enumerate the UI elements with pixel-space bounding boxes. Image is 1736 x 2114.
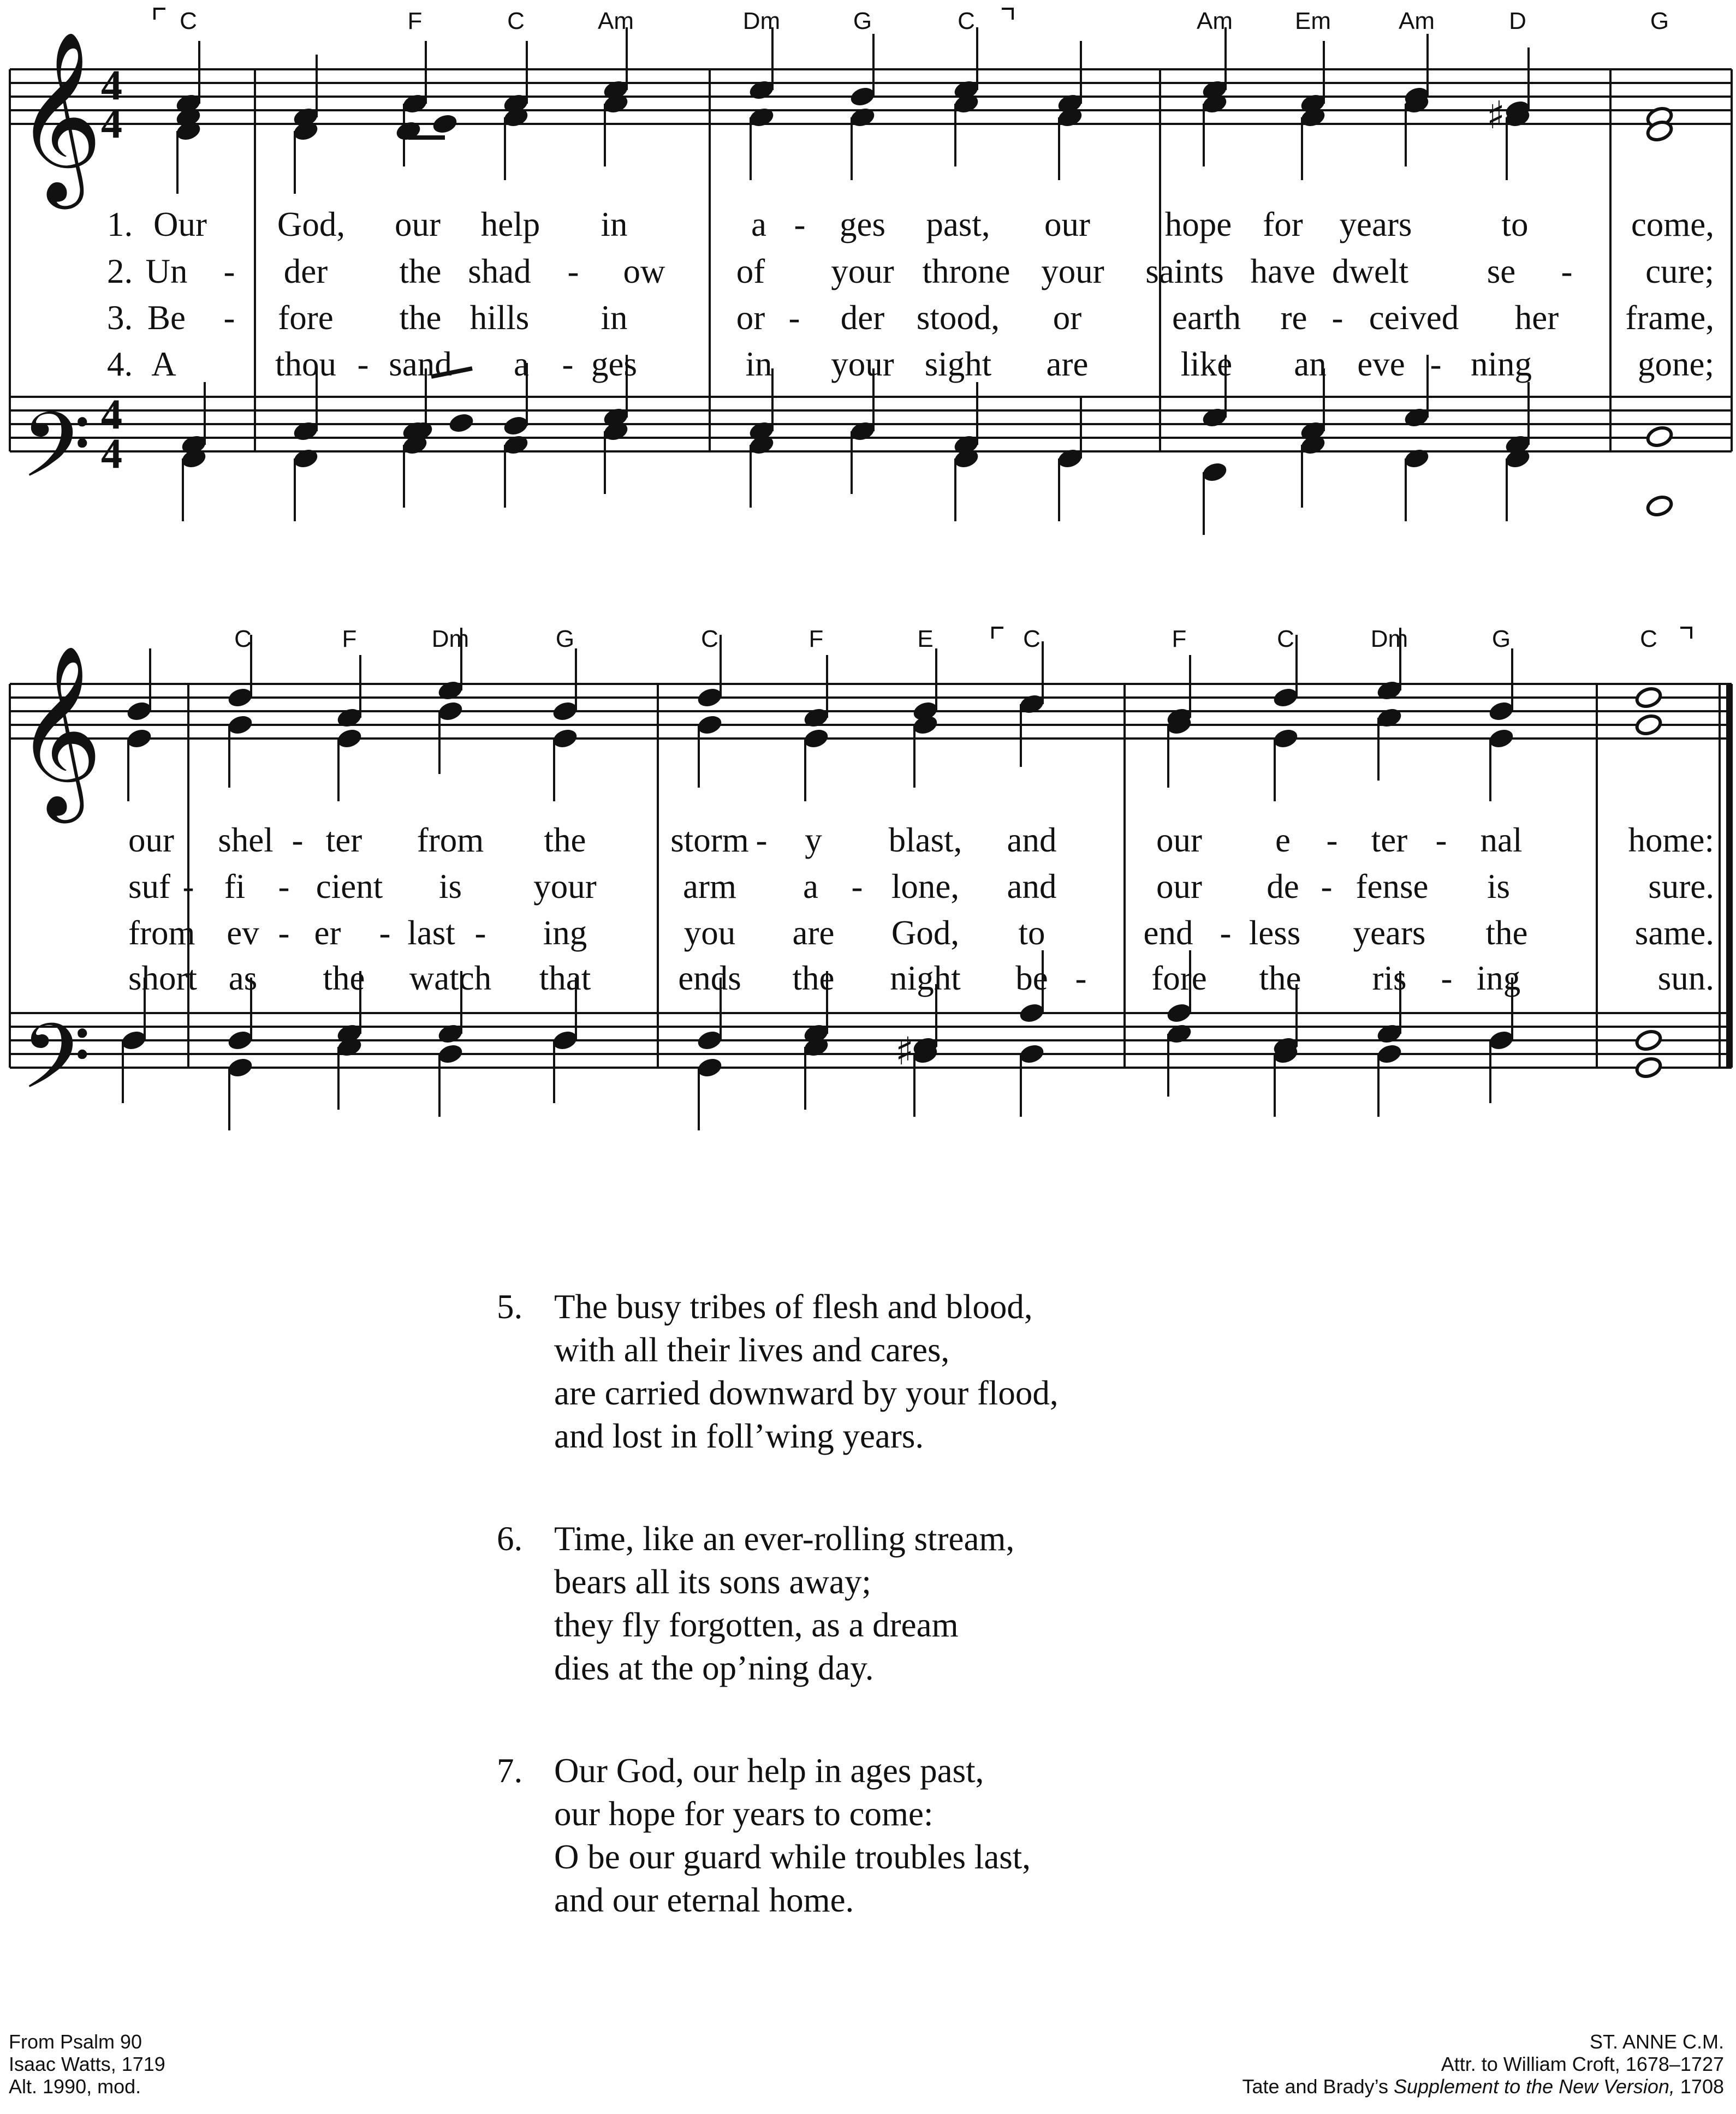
lyric-syllable: help — [480, 205, 540, 243]
lyric-syllable: the — [1485, 914, 1528, 952]
lyric-syllable: and — [1007, 867, 1057, 906]
lyric-syllable: less — [1249, 914, 1301, 952]
lyric-syllable: sure. — [1648, 867, 1714, 906]
chord-symbol: Dm — [431, 626, 469, 652]
lyrics — [107, 205, 1714, 997]
lyric-syllable: past, — [926, 205, 990, 243]
lyric-syllable: from — [417, 821, 484, 859]
lyric-syllable: ends — [678, 959, 741, 997]
notehead — [1645, 425, 1674, 448]
tune-source — [1242, 2075, 1724, 2098]
chord-symbol: C — [1277, 626, 1294, 652]
lyric-syllable: your — [831, 345, 894, 383]
credit-line: From Psalm 90 — [9, 2030, 142, 2053]
lyric-syllable: our — [1044, 205, 1090, 243]
lyric-syllable: have — [1250, 252, 1316, 290]
lyric-syllable: watch — [409, 959, 492, 997]
lyric-syllable: short — [128, 959, 197, 997]
lyric-syllable: A — [151, 345, 176, 383]
lyric-syllable: - — [1331, 299, 1343, 337]
lyric-syllable: the — [792, 959, 835, 997]
lyric-syllable: your — [1041, 252, 1104, 290]
lyric-syllable: a — [751, 205, 766, 243]
lyric-syllable: - — [474, 914, 486, 952]
lyric-syllable: - — [567, 252, 579, 290]
lyric-syllable: - — [1220, 914, 1232, 952]
lyric-syllable: or — [1053, 299, 1082, 337]
lyric-syllable: - — [292, 821, 304, 859]
lyric-syllable: frame, — [1625, 299, 1714, 337]
lyric-syllable: earth — [1172, 299, 1241, 337]
lyric-syllable: God, — [277, 205, 346, 243]
lyric-syllable: fore — [1151, 959, 1207, 997]
lyric-syllable: sight — [924, 345, 992, 383]
lyric-syllable: shad — [468, 252, 531, 290]
lyric-syllable: thou — [275, 345, 337, 383]
lyric-syllable: ter — [325, 821, 362, 859]
tune-attribution: Attr. to William Croft, 1678–1727 — [1441, 2053, 1724, 2075]
lyric-syllable: in — [745, 345, 772, 383]
lyric-syllable: - — [278, 867, 290, 906]
lyric-syllable: 3. — [107, 299, 133, 337]
lyric-syllable: from — [128, 914, 195, 952]
notehead — [1645, 494, 1674, 517]
lyric-syllable: - — [794, 205, 806, 243]
treble-clef-icon: 𝄞 — [15, 644, 103, 815]
text-credits — [9, 2030, 165, 2098]
verse-line — [497, 1749, 1031, 1793]
final-barline-thick — [1726, 684, 1733, 1068]
lyric-syllable: - — [379, 914, 391, 952]
chord-symbol: G — [853, 8, 872, 34]
lyric-syllable: ges — [591, 345, 637, 383]
lyric-syllable: hope — [1164, 205, 1232, 243]
lyric-syllable: in — [601, 299, 628, 337]
lyric-syllable: - — [1430, 345, 1442, 383]
chord-symbol: F — [1172, 626, 1187, 652]
lyric-syllable: for — [1263, 205, 1303, 243]
verse-line: they fly forgotten, as a dream — [554, 1606, 959, 1644]
lyric-syllable: der — [840, 299, 885, 337]
lyric-syllable: Un — [145, 252, 188, 290]
lyric-syllable: ges — [840, 205, 885, 243]
lyric-syllable: fense — [1355, 867, 1429, 906]
verse-number: 5. — [497, 1288, 523, 1326]
lyric-syllable: eve — [1357, 345, 1405, 383]
lyric-syllable: ceived — [1369, 299, 1459, 337]
lyric-syllable: - — [1321, 867, 1333, 906]
verse-line — [497, 1517, 1014, 1561]
verse-line: are carried downward by your flood, — [554, 1374, 1059, 1412]
lyric-syllable: are — [792, 914, 835, 952]
lyric-syllable: ris — [1372, 959, 1407, 997]
lyric-syllable: night — [890, 959, 961, 997]
lyric-syllable: shel — [218, 821, 274, 859]
lyric-syllable: - — [357, 345, 369, 383]
lyric-syllable: der — [283, 252, 328, 290]
lyric-syllable: throne — [922, 252, 1010, 290]
chord-symbol: E — [917, 626, 934, 652]
chord-symbol: C — [180, 8, 197, 34]
chord-symbol: Em — [1295, 8, 1331, 34]
lyric-syllable: come, — [1631, 205, 1714, 243]
verse-number: 7. — [497, 1752, 523, 1790]
lyric-syllable: our — [1156, 821, 1202, 859]
lyric-syllable: Our — [153, 205, 207, 243]
lyric-syllable: a — [514, 345, 529, 383]
lyric-syllable: se — [1487, 252, 1516, 290]
sharp-icon: ♯ — [895, 1029, 914, 1074]
credit-line: Alt. 1990, mod. — [9, 2075, 141, 2098]
time-signature-bottom: 4 — [101, 430, 122, 477]
lyric-syllable: ing — [543, 914, 587, 952]
lyric-syllable: end — [1143, 914, 1193, 952]
chord-symbol: Dm — [1370, 626, 1408, 652]
chord-symbol: C — [958, 8, 975, 34]
chord-symbol: C — [1023, 626, 1041, 652]
chord-symbol: C — [701, 626, 718, 652]
lyric-syllable: Be — [147, 299, 186, 337]
lyric-syllable: of — [736, 252, 765, 290]
lyric-syllable: - — [1435, 821, 1447, 859]
lyric-syllable: - — [851, 867, 863, 906]
lyric-syllable: the — [399, 252, 442, 290]
notehead — [1634, 686, 1663, 709]
lyric-syllable: lone, — [891, 867, 960, 906]
lyric-syllable: er — [314, 914, 341, 952]
lyric-syllable: - — [1075, 959, 1087, 997]
notehead — [1634, 713, 1663, 736]
lyric-syllable: re — [1280, 299, 1307, 337]
verse-text: Time, like an ever-rolling stream, — [554, 1520, 1015, 1558]
chord-symbol: F — [808, 626, 824, 652]
lyric-syllable: same. — [1634, 914, 1714, 952]
lyric-syllable: - — [1441, 959, 1453, 997]
lyric-syllable: dwelt — [1332, 252, 1408, 290]
chord-symbol: C — [1640, 626, 1657, 652]
time-signature-top: 4 — [101, 390, 122, 438]
lyric-syllable: is — [438, 867, 462, 906]
lyric-syllable: home: — [1628, 821, 1714, 859]
lyric-syllable: storm — [670, 821, 749, 859]
time-signature-top: 4 — [101, 61, 122, 109]
lyric-syllable: ev — [227, 914, 259, 952]
chord-symbol: G — [1650, 8, 1669, 34]
chord-symbol: F — [342, 626, 357, 652]
lyric-syllable: the — [1259, 959, 1301, 997]
lyric-syllable: her — [1514, 299, 1559, 337]
lyric-syllable: y — [805, 821, 822, 859]
verse-7 — [497, 1749, 1031, 1922]
lyric-syllable: years — [1339, 205, 1412, 243]
lyric-syllable: - — [562, 345, 574, 383]
lyric-syllable: are — [1046, 345, 1089, 383]
tune-credits — [1242, 2030, 1724, 2098]
lyric-syllable: you — [683, 914, 736, 952]
lyric-syllable: fi — [224, 867, 246, 906]
verse-number: 6. — [497, 1520, 523, 1558]
chord-symbol: Dm — [742, 8, 781, 34]
lyric-syllable: - — [182, 867, 194, 906]
notehead — [447, 411, 475, 434]
chord-symbol: Am — [1399, 8, 1435, 34]
verse-line: our hope for years to come: — [554, 1795, 934, 1833]
verse-line: and our eternal home. — [554, 1881, 854, 1919]
source-prefix: Tate and Brady’s — [1242, 2075, 1394, 2098]
bass-clef-icon: 𝄢 — [21, 393, 91, 520]
lyric-syllable: fore — [278, 299, 334, 337]
notehead — [1634, 1028, 1663, 1052]
lyric-syllable: our — [1156, 867, 1202, 906]
lyric-syllable: years — [1353, 914, 1426, 952]
time-signature-bottom: 4 — [101, 99, 122, 147]
lyric-syllable: ter — [1371, 821, 1408, 859]
bass-clef-icon: 𝄢 — [21, 1004, 91, 1132]
lyric-syllable: to — [1018, 914, 1045, 952]
lyric-syllable: saints — [1145, 252, 1224, 290]
lyric-syllable: the — [323, 959, 365, 997]
lyric-syllable: gone; — [1638, 345, 1714, 383]
lyric-syllable: ow — [623, 252, 665, 290]
lyric-syllable: - — [278, 914, 290, 952]
lyric-syllable: sand — [389, 345, 452, 383]
tune-name: ST. ANNE C.M. — [1589, 2030, 1724, 2053]
lyric-syllable: 1. — [107, 205, 133, 243]
lyric-syllable: your — [831, 252, 894, 290]
lyric-syllable: God, — [891, 914, 960, 952]
lyric-syllable: like — [1180, 345, 1233, 383]
lyric-syllable: a — [803, 867, 818, 906]
verse-line: O be our guard while troubles last, — [554, 1838, 1031, 1876]
lyric-syllable: - — [223, 252, 235, 290]
lyric-syllable: de — [1267, 867, 1299, 906]
lyric-syllable: our — [128, 821, 174, 859]
lyric-syllable: blast, — [888, 821, 962, 859]
credit-line: Isaac Watts, 1719 — [9, 2053, 165, 2075]
lyric-syllable: e — [1275, 821, 1291, 859]
lyric-syllable: the — [544, 821, 586, 859]
lyric-syllable: - — [223, 299, 235, 337]
lyric-syllable: arm — [683, 867, 736, 906]
lyric-syllable: ing — [1476, 959, 1521, 997]
verse-line: and lost in foll’wing years. — [554, 1417, 924, 1455]
chord-symbol: D — [1509, 8, 1526, 34]
lyric-syllable: is — [1487, 867, 1511, 906]
lyric-syllable: cient — [316, 867, 383, 906]
lyric-syllable: hills — [469, 299, 530, 337]
lyric-syllable: or — [736, 299, 765, 337]
lyric-syllable: 4. — [107, 345, 133, 383]
verse-5 — [497, 1285, 1059, 1458]
sharp-icon: ♯ — [1487, 93, 1505, 138]
chord-symbol: Am — [598, 8, 634, 34]
verse-line — [497, 1285, 1059, 1329]
notehead — [1634, 1056, 1663, 1079]
lyric-syllable: to — [1501, 205, 1529, 243]
chord-symbol: G — [555, 626, 575, 652]
verse-6 — [497, 1517, 1014, 1690]
lyric-syllable: cure; — [1645, 252, 1714, 290]
source-year: 1708 — [1674, 2075, 1724, 2098]
chord-symbol: G — [1491, 626, 1511, 652]
treble-clef-icon: 𝄞 — [15, 29, 103, 201]
lyric-syllable: - — [1561, 252, 1573, 290]
lyric-syllable: last — [407, 914, 455, 952]
chord-symbol: C — [234, 626, 252, 652]
lyric-syllable: an — [1294, 345, 1327, 383]
lyric-syllable: in — [601, 205, 628, 243]
lyric-syllable: stood, — [916, 299, 1000, 337]
lyric-syllable: - — [756, 821, 768, 859]
lyric-syllable: and — [1007, 821, 1057, 859]
chord-symbol: Am — [1197, 8, 1233, 34]
verse-line: with all their lives and cares, — [554, 1331, 950, 1369]
lyric-syllable: as — [228, 959, 258, 997]
lyric-syllable: the — [399, 299, 442, 337]
lyric-syllable: our — [395, 205, 441, 243]
lyric-syllable: - — [788, 299, 800, 337]
source-title: Supplement to the New Version, — [1393, 2075, 1675, 2098]
verse-text: The busy tribes of flesh and blood, — [554, 1288, 1033, 1326]
lyric-syllable: - — [1326, 821, 1338, 859]
lyric-syllable: ning — [1470, 345, 1532, 383]
lyric-syllable: nal — [1480, 821, 1523, 859]
lyric-syllable: be — [1015, 959, 1048, 997]
lyric-syllable: that — [539, 959, 591, 997]
notehead — [431, 112, 459, 135]
lyric-syllable: suf — [128, 867, 170, 906]
chord-symbol: C — [507, 8, 525, 34]
lyric-syllable: 2. — [107, 252, 133, 290]
verse-line: bears all its sons away; — [554, 1563, 871, 1601]
chord-symbol: F — [407, 8, 423, 34]
verse-text: Our God, our help in ages past, — [554, 1752, 984, 1790]
verse-line: dies at the op’ning day. — [554, 1649, 874, 1687]
lyric-syllable: sun. — [1657, 959, 1714, 997]
lyric-syllable: your — [533, 867, 597, 906]
